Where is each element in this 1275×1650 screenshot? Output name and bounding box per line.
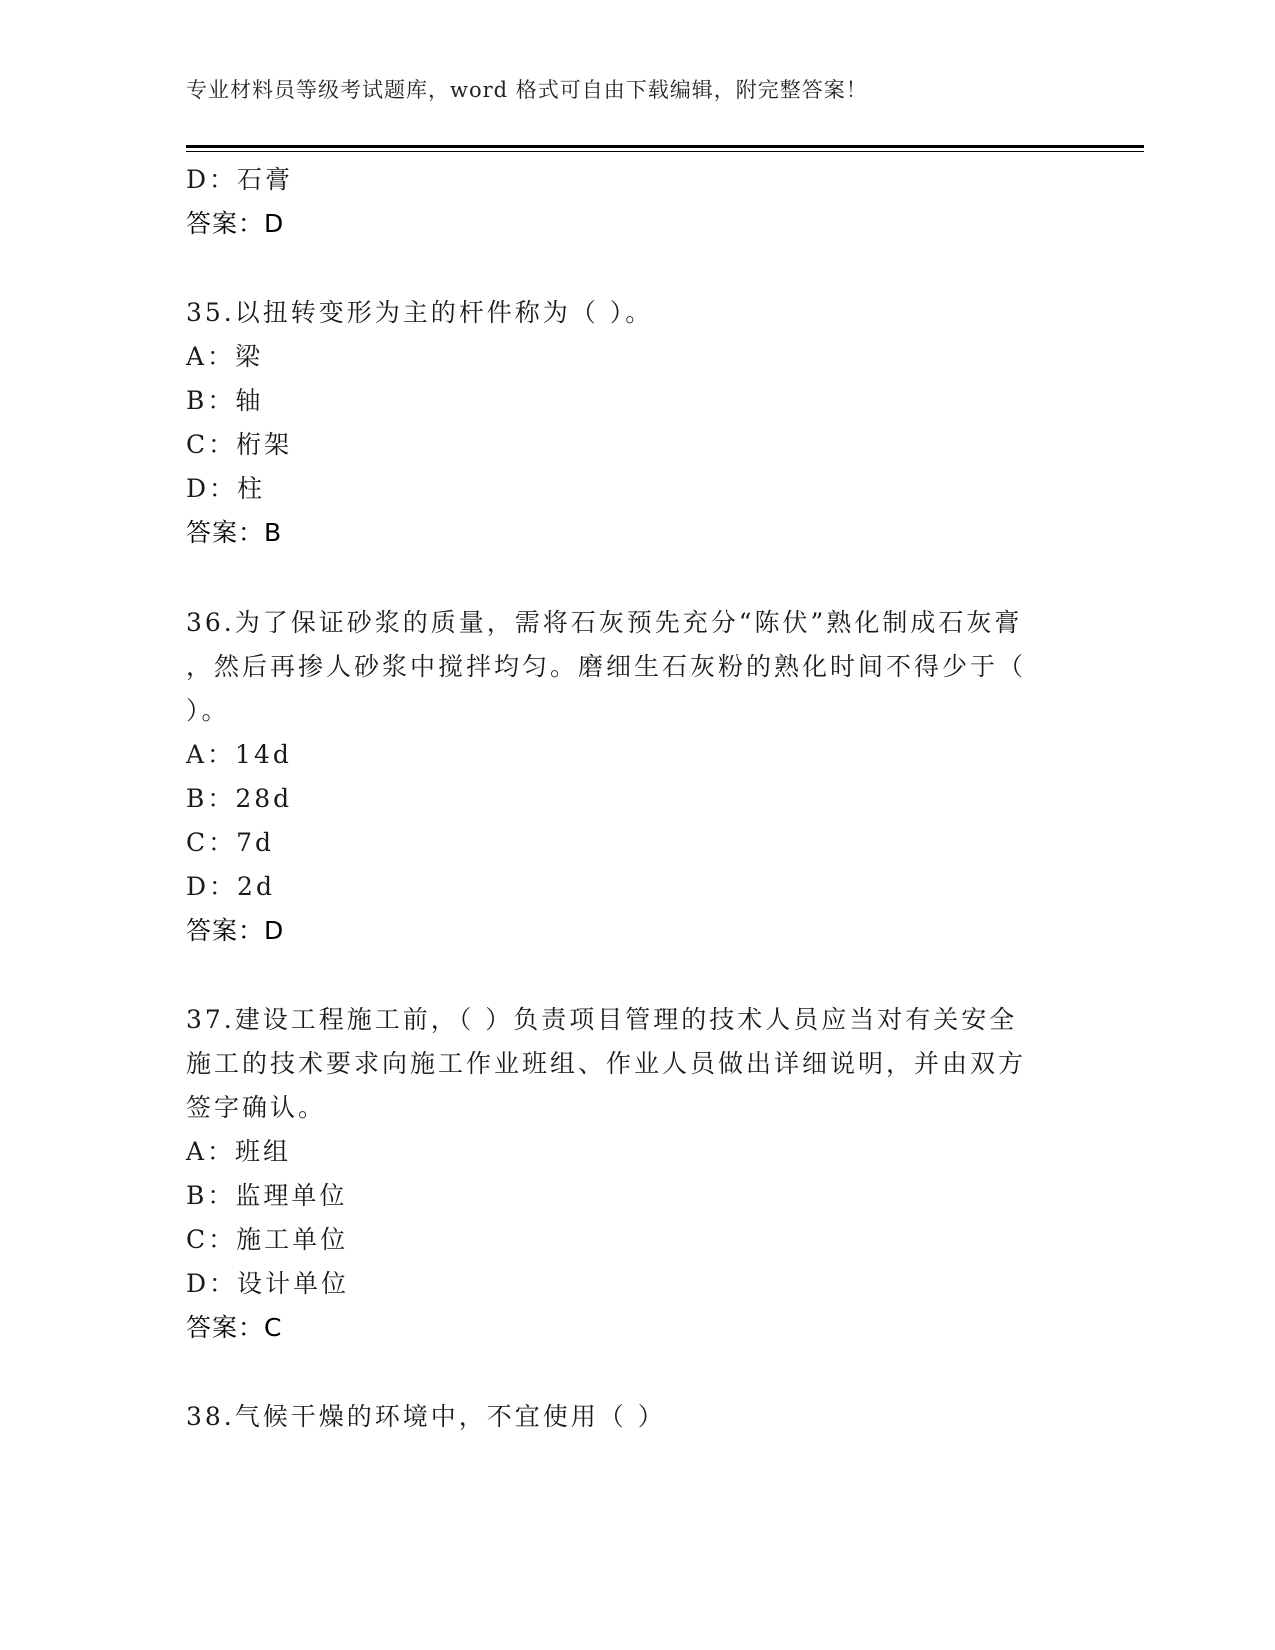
question-36-line-1: 36.为了保证砂浆的质量，需将石灰预先充分“陈伏”熟化制成石灰膏 [186, 608, 1023, 637]
answer: 答案：B [186, 518, 283, 547]
option-c: C：施工单位 [186, 1225, 349, 1254]
question-35: 35.以扭转变形为主的杆件称为（ ）。 [186, 298, 654, 327]
option-b: B：轴 [186, 386, 264, 415]
option-d: D：柱 [186, 474, 266, 503]
option-c: C：桁架 [186, 430, 293, 459]
option-a: A：班组 [186, 1137, 292, 1166]
option-b: B：监理单位 [186, 1181, 348, 1210]
question-36-line-2: ，然后再掺人砂浆中搅拌均匀。磨细生石灰粉的熟化时间不得少于（ [186, 652, 1027, 681]
option-a: A：梁 [186, 342, 264, 371]
question-37-line-1: 37.建设工程施工前，（ ）负责项目管理的技术人员应当对有关安全 [186, 1005, 1018, 1034]
header-rule-thick [186, 145, 1144, 148]
option-d: D：设计单位 [186, 1269, 350, 1298]
option-a: A：14d [186, 740, 292, 769]
page-header: 专业材料员等级考试题库，word 格式可自由下载编辑，附完整答案！ [186, 78, 868, 102]
answer: 答案：D [186, 209, 285, 238]
header-rule-thin [186, 151, 1144, 152]
question-36-line-3: ）。 [186, 696, 230, 725]
answer: 答案：D [186, 916, 285, 945]
option-c: C：7d [186, 828, 275, 857]
option-d: D：石膏 [186, 165, 294, 194]
option-d: D：2d [186, 872, 275, 901]
answer: 答案：C [186, 1313, 283, 1342]
question-37-line-2: 施工的技术要求向施工作业班组、作业人员做出详细说明，并由双方 [186, 1049, 1027, 1078]
option-b: B：28d [186, 784, 293, 813]
question-38: 38.气候干燥的环境中，不宜使用（ ） [186, 1402, 666, 1431]
question-37-line-3: 签字确认。 [186, 1093, 327, 1122]
